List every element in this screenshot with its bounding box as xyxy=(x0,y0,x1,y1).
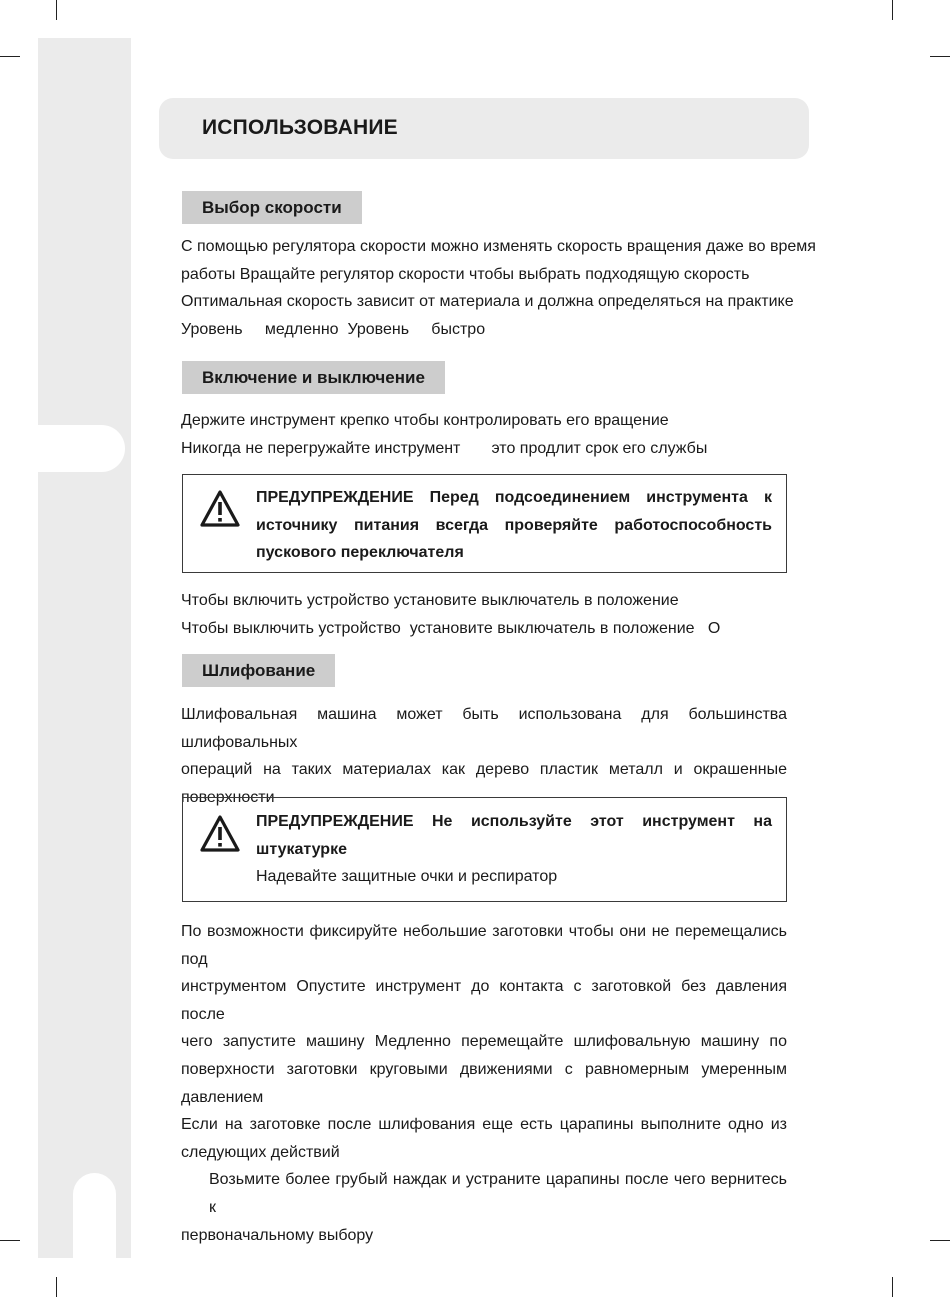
warning-text xyxy=(256,808,772,891)
text-line: Уровень медленно Уровень быстро xyxy=(181,320,486,338)
crop-mark xyxy=(892,0,893,20)
text-line: следующих действий xyxy=(181,1143,340,1161)
warning-line: пускового переключателя xyxy=(256,544,464,562)
text-line: давлением xyxy=(181,1088,264,1106)
grinding-intro-paragraph xyxy=(181,701,787,811)
thumb-tab xyxy=(73,1173,116,1263)
text-line: работы Вращайте регулятор скорости чтобы выбрать подходящую скорость xyxy=(181,265,750,283)
text-line: поверхности xyxy=(181,788,275,806)
warning-triangle-icon xyxy=(199,489,241,529)
speed-paragraph xyxy=(181,233,816,343)
text-line: поверхности заготовки круговыми движениями с равномерным умеренным xyxy=(181,1060,787,1078)
section-heading-grinding: Шлифование xyxy=(182,654,335,687)
text-line: С помощью регулятора скорости можно изменять скорость вращения даже во время xyxy=(181,238,816,255)
warning-box xyxy=(182,474,787,573)
crop-mark xyxy=(0,1240,20,1241)
side-strip xyxy=(38,38,131,1258)
text-line: Оптимальная скорость зависит от материала и должна определяться на практике xyxy=(181,293,794,311)
thumb-tab xyxy=(38,425,125,472)
warning-text xyxy=(256,484,772,567)
text-line: Чтобы выключить устройство установите выключатель в положение О xyxy=(181,619,721,637)
warning-line: Надевайте защитные очки и респиратор xyxy=(256,868,558,886)
text-line: инструментом Опустите инструмент до контакта с заготовкой без давления после xyxy=(181,978,787,1023)
switch-paragraph xyxy=(181,587,787,642)
section-heading-onoff: Включение и выключение xyxy=(182,361,445,394)
warning-box xyxy=(182,797,787,902)
warning-line: штукатурке xyxy=(256,840,347,858)
crop-mark xyxy=(892,1277,893,1297)
warning-line: источнику питания всегда проверяйте работоспособность xyxy=(256,516,772,534)
text-line: Если на заготовке после шлифования еще есть царапины выполните одно из xyxy=(181,1116,787,1134)
warning-line: ПРЕДУПРЕЖДЕНИЕ Не используйте этот инструмент на xyxy=(256,813,772,830)
text-line: Шлифовальная машина может быть использована для большинства шлифовальных xyxy=(181,706,787,751)
crop-mark xyxy=(930,1240,950,1241)
text-line: Держите инструмент крепко чтобы контролировать его вращение xyxy=(181,412,669,429)
text-line: чего запустите машину Медленно перемещайте шлифовальную машину по xyxy=(181,1033,787,1051)
text-line: операций на таких материалах как дерево пластик металл и окрашенные xyxy=(181,761,787,779)
onoff-paragraph xyxy=(181,407,787,462)
text-line: Возьмите более грубый наждак и устраните царапины после чего вернитесь к xyxy=(209,1171,787,1216)
page-title: ИСПОЛЬЗОВАНИЕ xyxy=(202,116,398,139)
warning-triangle-icon xyxy=(199,814,241,854)
crop-mark xyxy=(56,0,57,20)
title-bar xyxy=(159,98,809,159)
text-line: Чтобы включить устройство установите выключатель в положение xyxy=(181,592,679,609)
text-line: первоначальному выбору xyxy=(181,1226,374,1244)
crop-mark xyxy=(56,1277,57,1297)
section-heading-speed: Выбор скорости xyxy=(182,191,362,224)
crop-mark xyxy=(930,56,950,57)
text-line: Никогда не перегружайте инструмент это продлит срок его службы xyxy=(181,439,708,457)
text-line: По возможности фиксируйте небольшие заготовки чтобы они не перемещались под xyxy=(181,923,787,968)
warning-line: ПРЕДУПРЕЖДЕНИЕ Перед подсоединением инструмента к xyxy=(256,489,772,506)
grinding-body-paragraph xyxy=(181,918,787,1249)
crop-mark xyxy=(0,56,20,57)
